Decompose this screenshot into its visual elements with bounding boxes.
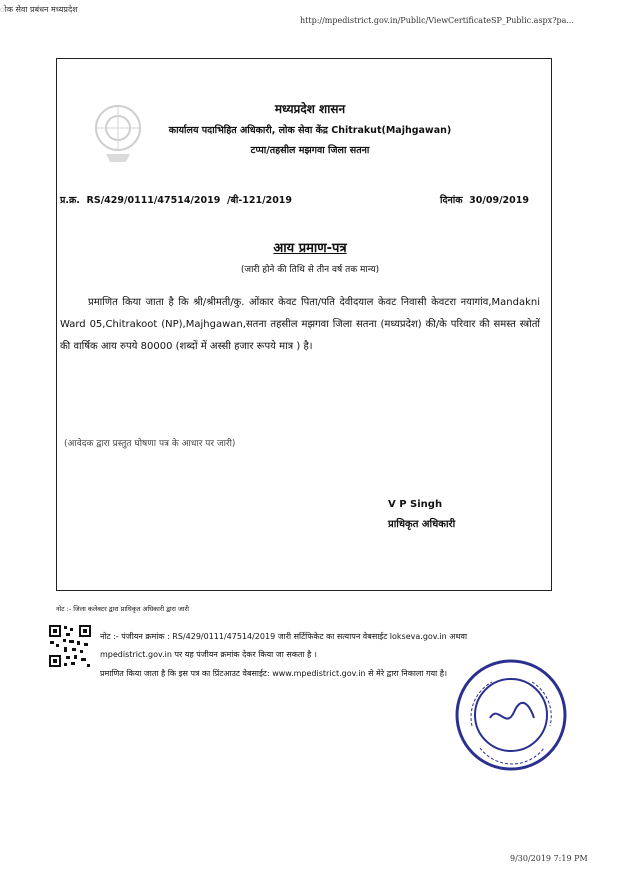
date-value: 30/09/2019	[469, 195, 529, 206]
declaration-note: (आवेदक द्वारा प्रस्तुत घोषणा पत्र के आधार पर जारी)	[64, 439, 236, 449]
reference-suffix: /बी-121/2019	[226, 195, 293, 206]
printout-note: प्रमाणित किया जाता है कि इस पत्र का प्रिंटआउट वेबसाईट: www.mpedistrict.gov.in से मेरे द्वारा निकाला गया है।	[100, 669, 447, 678]
print-timestamp: 9/30/2019 7:19 PM	[510, 854, 588, 863]
browser-header-url: http://mpedistrict.gov.in/Public/ViewCertificateSP_Public.aspx?pa...	[300, 16, 574, 25]
header-tehsil: टप्पा/तहसील मझगवा जिला सतना	[250, 145, 370, 156]
header-office: कार्यालय पदाभिहित अधिकारी, लोक सेवा केंद्र Chitrakut(Majhgawan)	[168, 125, 452, 136]
signatory-name: V P Singh	[388, 499, 443, 510]
reference-value: RS/429/0111/47514/2019	[86, 195, 221, 206]
footer-note-top: नोट :- जिला कलेक्टर द्वारा प्राधिकृत अधिकारी द्वारा जारी	[56, 605, 189, 613]
qr-code-icon	[48, 624, 92, 668]
reference-label: प्र.क्र.	[60, 195, 80, 206]
certificate-title: आय प्रमाण-पत्र	[273, 241, 347, 256]
reference-number	[60, 193, 292, 206]
signatory-role: प्राधिकृत अधिकारी	[388, 519, 456, 530]
issue-date	[440, 193, 529, 206]
header-government: मध्यप्रदेश शासन	[274, 102, 346, 116]
certificate-validity: (जारी होने की तिथि से तीन वर्ष तक मान्य)	[240, 265, 380, 275]
date-label: दिनांक	[440, 195, 463, 206]
verification-note: नोट :- पंजीयन क्रमांक : RS/429/0111/47514/2019 जारी सर्टिफिकेट का सत्यापन वेबसाईट lokseva.gov.in अथवा mpedistrict.gov.in पर यह पंजीयन क्रमांक देकर किया जा सकता है ।	[100, 632, 468, 659]
browser-header-left: ोक सेवा प्रबंधन मध्यप्रदेश	[0, 5, 78, 14]
certificate-body: प्रमाणित किया जाता है कि श्री/श्रीमती/कु. ओंकार केवट पिता/पति देवीदयाल केवट निवासी केवटरा नयागांव,Mandakni Ward 05,Chitrakoot (NP),Majhgawan,सतना तहसील मझगवा जिला सतना (मध्यप्रदेश) की/के परिवार की समस्त स्त्रोतों की वार्षिक आय रुपये 80000 (शब्दों में अस्सी हजार रूपये मात्र ) है।	[60, 297, 540, 352]
official-seal-icon	[452, 656, 570, 774]
